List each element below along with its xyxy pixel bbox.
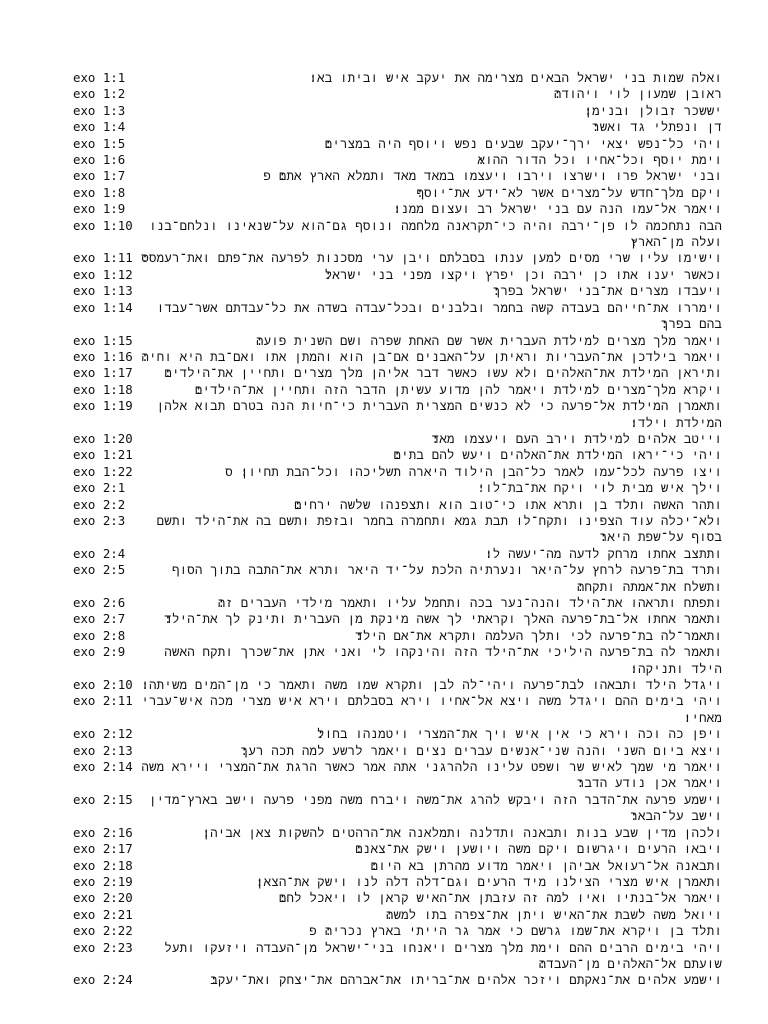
verse-text: ויעבדו מצרים את־בני ישראל בפרך׃: [492, 283, 722, 299]
verse-row: [0, 677, 768, 693]
verse-row: [0, 907, 768, 923]
verse-reference: exo 1:3: [73, 102, 126, 118]
verse-reference: exo 1:21: [73, 447, 133, 463]
verse-text: ותאמר אחתו אל־בת־פרעה האלך וקראתי לך אשה מינקת מן העברית ותינק לך את־הילד׃: [164, 611, 722, 627]
verse-row: [0, 841, 768, 857]
verse-text: ותרד בת־פרעה לרחץ על־היאר ונערתיה הלכת על־יד היאר ותרא את־התבה בתוך הסוף ותשלח את־אמתה ותקחה׃: [171, 562, 722, 594]
verse-text: ויקם מלך־חדש על־מצרים אשר לא־ידע את־יוסף׃: [416, 184, 722, 200]
verse-text: ויהי בימים הרבים ההם וימת מלך מצרים ויאנחו בני־ישראל מן־העבדה ויזעקו ותעל שועתם אל־האלהים מן־העבדה׃: [164, 939, 722, 971]
verse-text: ותאמרן המילדת אל־פרעה כי לא כנשים המצרית העברית כי־חיות הנה בטרם תבוא אלהן המילדת וילדו׃: [156, 398, 722, 430]
verse-reference: exo 2:3: [73, 512, 126, 528]
verse-row: [0, 743, 768, 759]
verse-reference: exo 2:12: [73, 726, 133, 742]
verse-reference: exo 2:9: [73, 644, 126, 660]
verse-reference: exo 2:16: [73, 824, 133, 840]
verse-row: [0, 168, 768, 184]
verse-text: הבה נתחכמה לו פן־ירבה והיה כי־תקראנה מלחמה ונוסף גם־הוא על־שנאינו ונלחם־בנו ועלה מן־הארץ׃: [149, 217, 722, 250]
verse-text: ותהר האשה ותלד בן ותרא אתו כי־טוב הוא ותצפנהו שלשה ירחים׃: [293, 496, 722, 512]
verse-row: [0, 365, 768, 381]
verse-row: [0, 382, 768, 398]
verse-reference: exo 2:24: [73, 972, 133, 988]
verse-text: ויואל משה לשבת את־האיש ויתן את־צפרה בתו למשה׃: [385, 906, 722, 922]
verse-text: ותיראן המילדת את־האלהים ולא עשו כאשר דבר אליהן מלך מצרים ותחיין את־הילדים׃: [164, 365, 722, 381]
verse-text: ותאמרן איש מצרי הצילנו מיד הרעים וגם־דלה דלה לנו וישק את־הצאן׃: [255, 873, 722, 889]
verse-reference: exo 1:4: [73, 119, 126, 135]
verse-text: ויהי בימים ההם ויגדל משה ויצא אל־אחיו וירא בסבלתם וירא איש מצרי מכה איש־עברי מאחיו׃: [141, 693, 722, 725]
verse-reference: exo 2:7: [73, 611, 126, 627]
verse-text: ויצו פרעה לכל־עמו לאמר כל־הבן הילוד היארה תשליכהו וכל־הבת תחיון׃ ס: [225, 463, 722, 479]
verse-text: ויפן כה וכה וירא כי אין איש ויך את־המצרי ויטמנהו בחול׃: [316, 726, 722, 742]
verse-text: וכאשר יענו אתו כן ירבה וכן יפרץ ויקצו מפני בני ישראל׃: [324, 266, 722, 282]
verse-text: וישמע פרעה את־הדבר הזה ויבקש להרג את־משה ויברח משה מפני פרעה וישב בארץ־מדין וישב על־הבאר׃: [149, 791, 722, 824]
verse-row: [0, 480, 768, 496]
verse-row: [0, 103, 768, 119]
verse-row: [0, 464, 768, 480]
verse-reference: exo 1:16: [73, 348, 133, 364]
verse-text: ראובן שמעון לוי ויהודה׃: [553, 86, 722, 102]
verse-reference: exo 2:18: [73, 857, 133, 873]
verse-reference: exo 2:1: [73, 480, 126, 496]
verse-text: וייטב אלהים למילדת וירב העם ויעצמו מאד׃: [431, 430, 722, 446]
verse-reference: exo 1:17: [73, 365, 133, 381]
verse-reference: exo 2:22: [73, 923, 133, 939]
verse-reference: exo 2:19: [73, 873, 133, 889]
verse-row: [0, 201, 768, 217]
verse-reference: exo 2:5: [73, 562, 126, 578]
verse-reference: exo 2:10: [73, 677, 133, 693]
verse-text: וימררו את־חייהם בעבדה קשה בחמר ובלבנים ובכל־עבדה בשדה את כל־עבדתם אשר־עבדו בהם בפרך׃: [156, 299, 722, 332]
verse-reference: exo 1:14: [73, 299, 133, 315]
verse-row: [0, 136, 768, 152]
verse-text: ותאמר לה בת־פרעה היליכי את־הילד הזה והינקהו לי ואני אתן את־שכרך ותקח האשה הילד ותניקהו׃: [164, 644, 722, 676]
verse-text: וישימו עליו שרי מסים למען ענתו בסבלתם ויבן ערי מסכנות לפרעה את־פתם ואת־רעמסס׃: [141, 250, 722, 266]
verse-text: ויצא ביום השני והנה שני־אנשים עברים נצים ויאמר לרשע למה תכה רעך׃: [240, 742, 722, 758]
verse-reference: exo 2:13: [73, 742, 133, 758]
verse-reference: exo 1:19: [73, 398, 133, 414]
verse-text: ויגדל הילד ותבאהו לבת־פרעה ויהי־לה לבן ותקרא שמו משה ותאמר כי מן־המים משיתהו׃: [141, 677, 722, 693]
verse-text: ויאמר אל־עמו הנה עם בני ישראל רב ועצום ממנו׃: [393, 201, 722, 217]
verse-row: [0, 726, 768, 742]
verse-row: [0, 218, 768, 251]
verse-reference: exo 2:8: [73, 627, 126, 643]
verse-reference: exo 1:8: [73, 184, 126, 200]
verse-reference: exo 2:17: [73, 841, 133, 857]
verse-row: [0, 447, 768, 463]
verse-row: [0, 874, 768, 890]
verse-text: ותלד בן ויקרא את־שמו גרשם כי אמר גר הייתי בארץ נכריה׃ פ: [309, 923, 722, 939]
verse-text: ויאמר בילדכן את־העבריות וראיתן על־האבנים אם־בן הוא והמתן אתו ואם־בת היא וחיה׃: [141, 348, 722, 364]
verse-reference: exo 1:12: [73, 266, 133, 282]
verse-reference: exo 1:6: [73, 152, 126, 168]
verse-row: [0, 267, 768, 283]
verse-row: [0, 644, 768, 677]
verse-text: דן ונפתלי גד ואשר׃: [591, 119, 722, 135]
verse-row: [0, 398, 768, 431]
verse-row: [0, 628, 768, 644]
verse-row: [0, 70, 768, 86]
verse-row: [0, 283, 768, 299]
verse-row: [0, 595, 768, 611]
verse-reference: exo 2:20: [73, 890, 133, 906]
verse-text: וימת יוסף וכל־אחיו וכל הדור ההוא׃: [477, 152, 722, 168]
verse-reference: exo 1:9: [73, 201, 126, 217]
verse-row: [0, 546, 768, 562]
verse-row: [0, 86, 768, 102]
verse-row: [0, 759, 768, 792]
verse-reference: exo 1:15: [73, 332, 133, 348]
verse-row: [0, 185, 768, 201]
verse-text: יששכר זבולן ובנימן׃: [584, 102, 722, 118]
verse-text: ויהי כל־נפש יצאי ירך־יעקב שבעים נפש ויוסף היה במצרים׃: [324, 135, 722, 151]
verse-text: ואלה שמות בני ישראל הבאים מצרימה את יעקב איש וביתו באו׃: [309, 70, 722, 85]
verse-reference: exo 2:23: [73, 939, 133, 955]
verse-reference: exo 2:14: [73, 759, 133, 775]
verse-reference: exo 2:11: [73, 693, 133, 709]
verse-row: [0, 250, 768, 266]
verse-reference: exo 1:5: [73, 135, 126, 151]
verse-reference: exo 2:6: [73, 595, 126, 610]
verse-reference: exo 1:18: [73, 381, 133, 397]
verse-reference: exo 1:20: [73, 430, 133, 446]
verse-row: [0, 611, 768, 627]
verse-reference: exo 1:22: [73, 463, 133, 479]
verse-text: ויבאו הרעים ויגרשום ויקם משה ויושען וישק את־צאנם׃: [355, 841, 722, 857]
verse-row: [0, 693, 768, 726]
verse-text: ויאמר מי שמך לאיש שר ושפט עלינו הלהרגני אתה אמר כאשר הרגת את־המצרי ויירא משה ויאמר אכן נודע הדבר׃: [141, 759, 722, 791]
verse-row: [0, 940, 768, 973]
verse-row: [0, 890, 768, 906]
verse-row: [0, 119, 768, 135]
verse-text: וילך איש מבית לוי ויקח את־בת־לוי׃: [477, 480, 722, 496]
verse-reference: exo 2:21: [73, 906, 133, 922]
verse-row: [0, 349, 768, 365]
verse-row: [0, 513, 768, 546]
verse-reference: exo 1:10: [73, 217, 133, 233]
verse-row: [0, 923, 768, 939]
verse-text: ויקרא מלך־מצרים למילדת ויאמר להן מדוע עשיתן הדבר הזה ותחיין את־הילדים׃: [194, 381, 722, 397]
verse-row: [0, 431, 768, 447]
verse-text: ולא־יכלה עוד הצפינו ותקח־לו תבת גמא ותחמרה בחמר ובזפת ותשם בה את־הילד ותשם בסוף על־שפת היאר׃: [156, 512, 722, 545]
verse-row: [0, 300, 768, 333]
verse-row: [0, 497, 768, 513]
verse-row: [0, 825, 768, 841]
verse-reference: exo 1:1: [73, 70, 126, 85]
verse-text: ותבאנה אל־רעואל אביהן ויאמר מדוע מהרתן בא היום׃: [370, 857, 722, 873]
verse-row: [0, 333, 768, 349]
verse-reference: exo 2:15: [73, 791, 133, 807]
verse-text: ובני ישראל פרו וישרצו וירבו ויעצמו במאד מאד ותמלא הארץ אתם׃ פ: [263, 168, 722, 184]
verse-reference: exo 1:2: [73, 86, 126, 102]
verse-text: ויאמר אל־בנתיו ואיו למה זה עזבתן את־האיש קראן לו ויאכל לחם׃: [278, 890, 722, 906]
verse-text: ולכהן מדין שבע בנות ותבאנה ותדלנה ותמלאנה את־הרהטים להשקות צאן אביהן׃: [202, 824, 722, 840]
verse-text: וישמע אלהים את־נאקתם ויזכר אלהים את־בריתו את־אברהם את־יצחק ואת־יעקב׃: [210, 972, 722, 988]
verse-text: ותאמר־לה בת־פרעה לכי ותלך העלמה ותקרא את־אם הילד׃: [355, 627, 722, 643]
verse-reference: exo 1:13: [73, 283, 133, 299]
verse-reference: exo 2:2: [73, 496, 126, 512]
verse-text: ויהי כי־יראו המילדת את־האלהים ויעש להם בתים׃: [393, 447, 722, 463]
verse-text: ותתצב אחתו מרחק לדעה מה־יעשה לו׃: [484, 545, 722, 561]
verse-reference: exo 1:7: [73, 168, 126, 184]
verse-text: ויאמר מלך מצרים למילדת העברית אשר שם האחת שפרה ושם השנית פועה׃: [255, 332, 722, 348]
verse-row: [0, 792, 768, 825]
verse-reference: exo 2:4: [73, 545, 126, 561]
verse-row: [0, 152, 768, 168]
verse-reference: exo 1:11: [73, 250, 133, 266]
verse-row: [0, 562, 768, 595]
verse-row: [0, 972, 768, 988]
verse-row: [0, 858, 768, 874]
verse-list: [0, 70, 768, 989]
verse-text: ותפתח ותראהו את־הילד והנה־נער בכה ותחמל עליו ותאמר מילדי העברים זה׃: [217, 595, 722, 610]
